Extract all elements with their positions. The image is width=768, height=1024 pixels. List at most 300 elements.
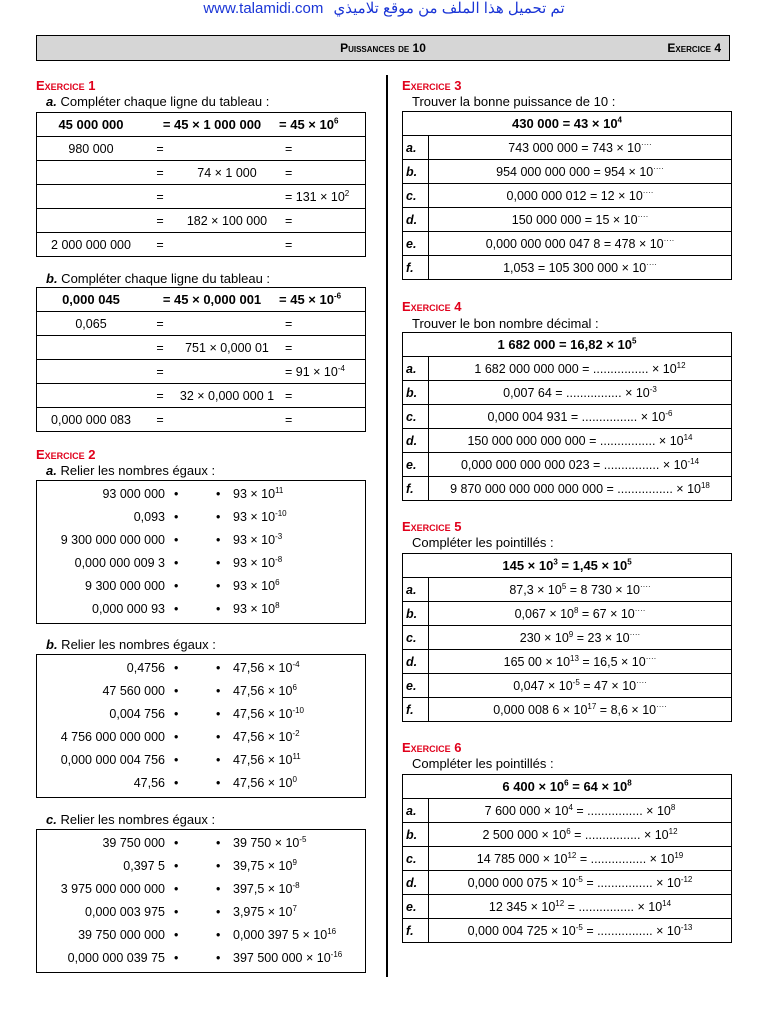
- exponent: ····: [663, 235, 675, 245]
- exponent: 5: [627, 557, 632, 567]
- row-expression[interactable]: 150 000 000 000 000 = ................ × $10^{14}$: [429, 429, 732, 453]
- left-dot[interactable]: •: [174, 533, 179, 547]
- exponent: 4: [568, 802, 573, 812]
- table-row: [403, 136, 732, 160]
- row-label: f.: [403, 256, 429, 280]
- left-dot[interactable]: •: [174, 951, 179, 965]
- left-dot[interactable]: •: [174, 661, 179, 675]
- row-expression[interactable]: 743 000 000 = 743 × 10····: [429, 136, 732, 160]
- left-number: 47 560 000: [102, 684, 165, 698]
- exponent: -8: [292, 880, 300, 890]
- exponent: -4: [292, 659, 300, 669]
- right-dot[interactable]: •: [216, 730, 221, 744]
- row-number: 980 000: [37, 137, 146, 161]
- matching-row: [37, 483, 365, 506]
- row-number: [37, 336, 146, 360]
- table-row: [37, 384, 366, 408]
- exponent: 11: [292, 751, 301, 761]
- table-row: [403, 698, 732, 722]
- row-eq: =: [145, 185, 175, 209]
- table-row: [403, 429, 732, 453]
- row-expression[interactable]: 7 600 $000 \times 10^4$ = ................ × $10^8$: [429, 799, 732, 823]
- row-expression[interactable]: 0,000 000 000 047 8 = 478 × 10····: [429, 232, 732, 256]
- exponent: 8: [275, 600, 280, 610]
- row-expression[interactable]: 0,007 64 = ................ × $10^{-3}$: [429, 381, 732, 405]
- header-cell: = 45 × 0,000 001: [145, 288, 279, 312]
- matching-row: [37, 598, 365, 621]
- row-expression[interactable]: $0,067 \times 10^8 = 67 \times 10^{\cdot\cdot\cdot\cdot}$: [429, 602, 732, 626]
- header-cell: [279, 113, 366, 137]
- row-right[interactable]: =: [279, 384, 366, 408]
- table-row: [403, 184, 732, 208]
- row-expression[interactable]: 954 000 000 000 = 954 × 10····: [429, 160, 732, 184]
- left-number: 0,004 756: [109, 707, 165, 721]
- row-label: b.: [403, 602, 429, 626]
- table-header-row: [403, 554, 732, 578]
- right-dot[interactable]: •: [216, 684, 221, 698]
- exponent: 12: [567, 850, 577, 860]
- table-row: [37, 209, 366, 233]
- row-label: c.: [403, 184, 429, 208]
- right-dot[interactable]: •: [216, 753, 221, 767]
- row-eq: =: [145, 384, 175, 408]
- exponent: 6: [333, 116, 339, 126]
- matching-row: [37, 772, 365, 795]
- exponent: -3: [649, 384, 657, 394]
- left-dot[interactable]: •: [174, 510, 179, 524]
- exponent: ····: [656, 701, 667, 711]
- right-dot[interactable]: •: [216, 602, 221, 616]
- row-expression[interactable]: 14 785 $000 \times 10^{12}$ = ................ × $10^{19}$: [429, 847, 732, 871]
- matching-row: [37, 878, 365, 901]
- left-number: 9 300 000 000 000: [60, 533, 165, 547]
- row-eq: =: [145, 161, 175, 185]
- right-expression: $47,56 \times 10^{11}$: [233, 751, 301, 767]
- left-number: 0,000 000 039 75: [67, 951, 165, 965]
- exponent: 16: [327, 926, 337, 936]
- left-dot[interactable]: •: [174, 602, 179, 616]
- row-expression[interactable]: 0,000 000 012 = 12 × 10····: [429, 184, 732, 208]
- exponent: 2: [344, 188, 350, 198]
- row-expression[interactable]: 0,000 008 $6 \times 10^{17} = 8,6 \times 10^{\cdot\cdot\cdot\cdot}$: [429, 698, 732, 722]
- row-middle[interactable]: 32 × 0,000 000 1: [175, 384, 279, 408]
- row-right[interactable]: = $131 \times 10^2$: [279, 185, 366, 209]
- right-expression: $47,56 \times 10^{-2}$: [233, 728, 300, 744]
- row-right[interactable]: =: [279, 312, 366, 336]
- table-row: [403, 232, 732, 256]
- source-arabic-text: تم تحميل هذا الملف من موقع تلاميذي: [333, 0, 565, 17]
- exponent: 6: [566, 826, 571, 836]
- row-expression[interactable]: 1 682 000 000 000 = ................ × $10^{12}$: [429, 357, 732, 381]
- row-middle[interactable]: [175, 185, 279, 209]
- source-url[interactable]: www.talamidi.com: [203, 0, 324, 17]
- left-number: 39 750 000 000: [78, 928, 165, 942]
- left-dot[interactable]: •: [174, 487, 179, 501]
- row-expression[interactable]: 0,000 000 000 000 023 = ................ × $10^{-14}$: [429, 453, 732, 477]
- row-expression[interactable]: 150 000 000 = 15 × 10····: [429, 208, 732, 232]
- exercise-2a-instruction: a. Relier les nombres égaux :: [46, 463, 216, 478]
- right-dot[interactable]: •: [216, 487, 221, 501]
- exponent: 13: [570, 653, 579, 663]
- table-row: [37, 233, 366, 257]
- table-row: [403, 357, 732, 381]
- right-dot[interactable]: •: [216, 510, 221, 524]
- row-eq: =: [145, 137, 175, 161]
- right-dot[interactable]: •: [216, 579, 221, 593]
- left-number: 0,000 000 93: [92, 602, 165, 616]
- right-expression: 397 500 $000 \times 10^{-16}$: [233, 949, 343, 965]
- matching-row: [37, 703, 365, 726]
- table-header-row: [403, 112, 732, 136]
- table-row: [403, 256, 732, 280]
- table-row: [403, 405, 732, 429]
- row-expression[interactable]: 12 $345 \times 10^{12}$ = ................ × $10^{14}$: [429, 895, 732, 919]
- row-label: f.: [403, 477, 429, 501]
- exercise-6-title: Exercice 6: [402, 740, 462, 755]
- right-expression: $47,56 \times 10^0$: [233, 774, 297, 790]
- matching-row: [37, 575, 365, 598]
- row-expression[interactable]: 0,000 000 $075 \times 10^{-5}$ = ................ × $10^{-12}$: [429, 871, 732, 895]
- left-dot[interactable]: •: [174, 753, 179, 767]
- exponent: ····: [637, 211, 649, 221]
- page-title: Puissances de 10: [340, 41, 426, 55]
- exponent: 5: [632, 336, 637, 346]
- exponent: 12: [555, 898, 565, 908]
- row-expression[interactable]: $87,3 \times 10^5 = 8$ 730 × 10····: [429, 578, 732, 602]
- row-label: e.: [403, 232, 429, 256]
- row-expression[interactable]: 1,053 = 105 300 000 × 10····: [429, 256, 732, 280]
- row-eq: =: [145, 408, 175, 432]
- table-row: [403, 160, 732, 184]
- matching-row: [37, 726, 365, 749]
- right-expression: $39,75 \times 10^9$: [233, 857, 297, 873]
- row-eq: =: [145, 209, 175, 233]
- left-dot[interactable]: •: [174, 928, 179, 942]
- row-label: c.: [403, 405, 429, 429]
- left-number: 0,000 003 975: [85, 905, 165, 919]
- row-label: b.: [403, 160, 429, 184]
- row-label: d.: [403, 871, 429, 895]
- matching-row: [37, 657, 365, 680]
- row-right[interactable]: =: [279, 209, 366, 233]
- table-header-row: [403, 333, 732, 357]
- left-dot[interactable]: •: [174, 707, 179, 721]
- row-right[interactable]: =: [279, 137, 366, 161]
- row-expression[interactable]: 0,000 004 $725 \times 10^{-5}$ = ................ × $10^{-13}$: [429, 919, 732, 943]
- exponent: ····: [642, 187, 654, 197]
- header-eq: =: [279, 292, 291, 307]
- exercise-3-title: Exercice 3: [402, 78, 462, 93]
- row-eq: =: [145, 336, 175, 360]
- row-right[interactable]: =: [279, 161, 366, 185]
- matching-row: [37, 901, 365, 924]
- exercise-4-table: [402, 332, 732, 501]
- row-middle[interactable]: [175, 360, 279, 384]
- header-cell: [279, 288, 366, 312]
- table-row: [403, 650, 732, 674]
- exercise-5-instruction: Compléter les pointillés :: [412, 535, 554, 550]
- table-row: [37, 336, 366, 360]
- sub-label: c.: [46, 812, 57, 827]
- exercise-1-title: Exercice 1: [36, 78, 96, 93]
- right-dot[interactable]: •: [216, 533, 221, 547]
- left-number: 0,4756: [126, 661, 165, 675]
- right-dot[interactable]: •: [216, 951, 221, 965]
- row-eq: =: [145, 360, 175, 384]
- exponent: 12: [668, 826, 678, 836]
- right-expression: 0,000 397 $5 \times 10^{16}$: [233, 926, 337, 942]
- row-right[interactable]: = $91 \times 10^{-4}$: [279, 360, 366, 384]
- right-expression: $93 \times 10^{-3}$: [233, 531, 283, 547]
- exponent: -5: [299, 834, 307, 844]
- row-expression[interactable]: $230 \times 10^9 = 23 \times 10^{\cdot\cdot\cdot\cdot}$: [429, 626, 732, 650]
- row-middle[interactable]: 751 × 0,000 01: [175, 336, 279, 360]
- exponent: 3: [553, 557, 558, 567]
- fill-table: [36, 287, 366, 432]
- row-right[interactable]: =: [279, 408, 366, 432]
- matching-box: [36, 654, 366, 798]
- exponent: 9: [568, 629, 574, 639]
- row-label: a.: [403, 357, 429, 381]
- row-number: [37, 360, 146, 384]
- exponent: -3: [275, 531, 283, 541]
- left-number: 47,56: [133, 776, 165, 790]
- right-dot[interactable]: •: [216, 905, 221, 919]
- row-expression[interactable]: 2 500 $000 \times 10^6$ = ................ × $10^{12}$: [429, 823, 732, 847]
- exponent: ····: [636, 677, 647, 687]
- right-dot[interactable]: •: [216, 836, 221, 850]
- row-label: e.: [403, 895, 429, 919]
- table-row: [37, 185, 366, 209]
- matching-row: [37, 529, 365, 552]
- row-label: c.: [403, 847, 429, 871]
- table-row: [403, 208, 732, 232]
- row-middle[interactable]: 74 × 1 000: [175, 161, 279, 185]
- page-header: [36, 35, 730, 61]
- header-value: 45 × 10: [290, 117, 334, 132]
- exponent: ····: [645, 653, 657, 663]
- exponent: 18: [700, 480, 710, 490]
- exponent: -6: [333, 291, 342, 301]
- table-row: [37, 161, 366, 185]
- row-middle[interactable]: [175, 312, 279, 336]
- header-value: 45 × 10: [290, 292, 334, 307]
- header-eq: =: [279, 117, 291, 132]
- table-row: [403, 381, 732, 405]
- row-expression[interactable]: 165 $00 \times 10^{13} = 16,5 \times 10^{\cdot\cdot\cdot\cdot}$: [429, 650, 732, 674]
- fill-table: [36, 112, 366, 257]
- row-number: 0,000 000 083: [37, 408, 146, 432]
- table-header-row: [37, 113, 366, 137]
- exponent: 8: [627, 778, 632, 788]
- exercise-1b-instruction: b. Compléter chaque ligne du tableau :: [46, 271, 271, 286]
- row-label: a.: [403, 799, 429, 823]
- matching-row: [37, 855, 365, 878]
- exponent: 19: [674, 850, 684, 860]
- exponent: ····: [653, 163, 664, 173]
- table-header-row: [37, 288, 366, 312]
- exercise-1a-instruction: a. Compléter chaque ligne du tableau :: [46, 94, 270, 109]
- header-exercise: Exercice 4: [667, 41, 721, 55]
- left-number: 3 975 000 000 000: [60, 882, 165, 896]
- table-row: [37, 312, 366, 336]
- row-middle[interactable]: [175, 233, 279, 257]
- table-row: [37, 360, 366, 384]
- right-expression: $47,56 \times 10^6$: [233, 682, 297, 698]
- exponent: -6: [665, 408, 673, 418]
- left-dot[interactable]: •: [174, 684, 179, 698]
- sub-label: a.: [46, 463, 57, 478]
- row-number: [37, 185, 146, 209]
- exponent: 7: [292, 903, 297, 913]
- table-row: [403, 847, 732, 871]
- sub-label: b.: [46, 271, 58, 286]
- matching-row: [37, 680, 365, 703]
- exponent: -5: [575, 922, 583, 932]
- table-row: [403, 674, 732, 698]
- left-dot[interactable]: •: [174, 730, 179, 744]
- exponent: ····: [641, 139, 652, 149]
- header-cell: = 45 × 1 000 000: [145, 113, 279, 137]
- table-row: [403, 578, 732, 602]
- left-dot[interactable]: •: [174, 556, 179, 570]
- header-cell: 430 $000 = 43 \times 10^4$: [403, 112, 732, 136]
- right-dot[interactable]: •: [216, 882, 221, 896]
- matching-row: [37, 749, 365, 772]
- exercise-3-instruction: Trouver la bonne puissance de 10 :: [412, 94, 616, 109]
- matching-row: [37, 924, 365, 947]
- row-right[interactable]: =: [279, 233, 366, 257]
- table-row: [403, 823, 732, 847]
- row-expression[interactable]: $0,047 \times 10^{-5} = 47 \times 10^{\cdot\cdot\cdot\cdot}$: [429, 674, 732, 698]
- row-label: c.: [403, 626, 429, 650]
- table-row: [403, 602, 732, 626]
- exponent: ····: [634, 605, 646, 615]
- row-label: f.: [403, 919, 429, 943]
- exponent: -5: [572, 677, 580, 687]
- right-expression: $93 \times 10^{-10}$: [233, 508, 287, 524]
- left-dot[interactable]: •: [174, 776, 179, 790]
- right-dot[interactable]: •: [216, 661, 221, 675]
- exponent: -14: [687, 456, 700, 466]
- matching-row: [37, 506, 365, 529]
- row-label: d.: [403, 208, 429, 232]
- row-label: e.: [403, 674, 429, 698]
- table-row: [37, 137, 366, 161]
- column-divider: [386, 75, 388, 977]
- exponent: -13: [680, 922, 693, 932]
- row-label: a.: [403, 578, 429, 602]
- exponent: 9: [292, 857, 297, 867]
- right-dot[interactable]: •: [216, 859, 221, 873]
- row-number: [37, 384, 146, 408]
- row-expression[interactable]: 9 870 000 000 000 000 000 = ................ × $10^{18}$: [429, 477, 732, 501]
- exercise-4-title: Exercice 4: [402, 299, 462, 314]
- header-cell: 6 $400 \times 10^6 = 64 \times 10^8$: [403, 775, 732, 799]
- row-eq: =: [145, 233, 175, 257]
- exponent: 8: [574, 605, 579, 615]
- exercise-5-table: [402, 553, 732, 722]
- left-number: 9 300 000 000: [85, 579, 165, 593]
- exponent: 14: [683, 432, 693, 442]
- left-dot[interactable]: •: [174, 859, 179, 873]
- exponent: 5: [561, 581, 567, 591]
- right-dot[interactable]: •: [216, 928, 221, 942]
- sub-label: b.: [46, 637, 58, 652]
- row-expression[interactable]: 0,000 004 931 = ................ × $10^{-6}$: [429, 405, 732, 429]
- exponent: -5: [575, 874, 583, 884]
- exponent: 6: [275, 577, 280, 587]
- exponent: ····: [639, 581, 651, 591]
- row-number: 0,065: [37, 312, 146, 336]
- table-row: [37, 408, 366, 432]
- right-expression: $93 \times 10^{-8}$: [233, 554, 283, 570]
- left-number: 0,000 000 004 756: [60, 753, 165, 767]
- exercise-2-title: Exercice 2: [36, 447, 96, 462]
- exercise-2c-instruction: c. Relier les nombres égaux :: [46, 812, 216, 827]
- row-eq: =: [145, 312, 175, 336]
- row-middle[interactable]: 182 × 100 000: [175, 209, 279, 233]
- source-banner[interactable]: [0, 0, 768, 18]
- row-label: d.: [403, 429, 429, 453]
- left-number: 4 756 000 000 000: [60, 730, 165, 744]
- exponent: -4: [337, 363, 345, 373]
- header-cell: 45 000 000: [37, 113, 146, 137]
- exponent: 14: [662, 898, 672, 908]
- left-dot[interactable]: •: [174, 905, 179, 919]
- table-row: [403, 477, 732, 501]
- exponent: -8: [275, 554, 283, 564]
- row-number: [37, 209, 146, 233]
- exponent: 6: [292, 682, 297, 692]
- row-label: d.: [403, 650, 429, 674]
- row-label: f.: [403, 698, 429, 722]
- exponent: 12: [676, 360, 686, 370]
- row-middle[interactable]: [175, 408, 279, 432]
- exponent: 4: [617, 115, 622, 125]
- left-number: 0,093: [133, 510, 165, 524]
- right-dot[interactable]: •: [216, 556, 221, 570]
- exponent: 6: [564, 778, 569, 788]
- row-label: b.: [403, 823, 429, 847]
- left-dot[interactable]: •: [174, 882, 179, 896]
- exponent: 17: [587, 701, 597, 711]
- left-dot[interactable]: •: [174, 836, 179, 850]
- exponent: ····: [629, 629, 641, 639]
- row-right[interactable]: =: [279, 336, 366, 360]
- exponent: ····: [646, 259, 657, 269]
- matching-box: [36, 829, 366, 973]
- right-expression: $93 \times 10^8$: [233, 600, 280, 616]
- table-row: [403, 453, 732, 477]
- row-middle[interactable]: [175, 137, 279, 161]
- table-row: [403, 626, 732, 650]
- left-number: 0,000 000 009 3: [74, 556, 165, 570]
- right-dot[interactable]: •: [216, 707, 221, 721]
- right-expression: $93 \times 10^{11}$: [233, 485, 284, 501]
- right-expression: $397,5 \times 10^{-8}$: [233, 880, 300, 896]
- left-number: 93 000 000: [102, 487, 165, 501]
- exponent: -16: [330, 949, 343, 959]
- right-dot[interactable]: •: [216, 776, 221, 790]
- left-dot[interactable]: •: [174, 579, 179, 593]
- row-label: b.: [403, 381, 429, 405]
- matching-box: [36, 480, 366, 624]
- exponent: -12: [680, 874, 693, 884]
- matching-row: [37, 947, 365, 970]
- header-cell: $145 \times 10^3 = 1,45 \times 10^5$: [403, 554, 732, 578]
- row-label: e.: [403, 453, 429, 477]
